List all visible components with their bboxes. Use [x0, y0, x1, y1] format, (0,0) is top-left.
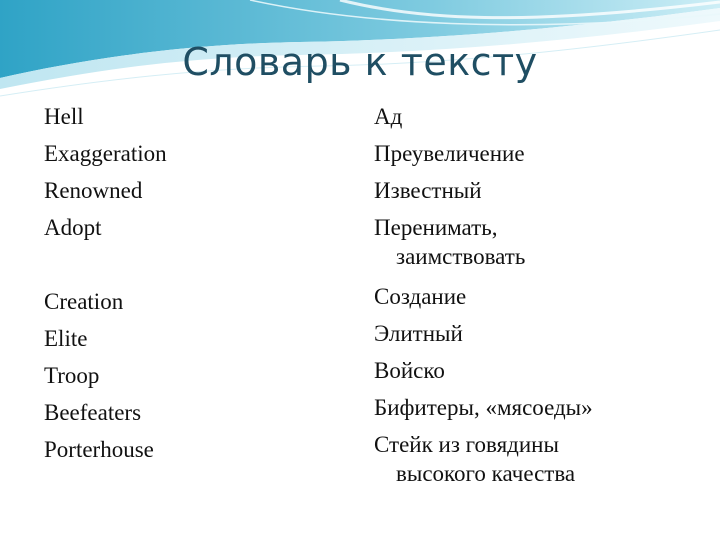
- russian-translation-continued: высокого качества: [396, 461, 576, 486]
- russian-translation: Стейк из говядины: [374, 432, 559, 457]
- english-word: Elite: [44, 326, 88, 351]
- russian-translation: Известный: [374, 178, 482, 203]
- row-spacer: [44, 246, 344, 283]
- russian-translation: Преувеличение: [374, 141, 525, 166]
- english-word: Troop: [44, 363, 100, 388]
- english-word: Porterhouse: [44, 437, 154, 462]
- russian-translation: Перенимать,: [374, 215, 498, 240]
- english-word: Exaggeration: [44, 141, 167, 166]
- russian-translation: Бифитеры, «мясоеды»: [374, 395, 593, 420]
- slide-title: Словарь к тексту: [182, 40, 538, 84]
- russian-translation-continued: заимствовать: [396, 244, 526, 269]
- english-word: Creation: [44, 289, 124, 314]
- english-word: Adopt: [44, 215, 102, 240]
- english-column: [44, 98, 344, 468]
- english-word: Beefeaters: [44, 400, 142, 425]
- russian-translation: Ад: [374, 104, 403, 129]
- russian-translation: Создание: [374, 284, 467, 309]
- english-word: Hell: [44, 104, 84, 129]
- russian-column: [374, 98, 714, 495]
- russian-translation: Войско: [374, 358, 445, 383]
- english-word: Renowned: [44, 178, 143, 203]
- russian-translation: Элитный: [374, 321, 463, 346]
